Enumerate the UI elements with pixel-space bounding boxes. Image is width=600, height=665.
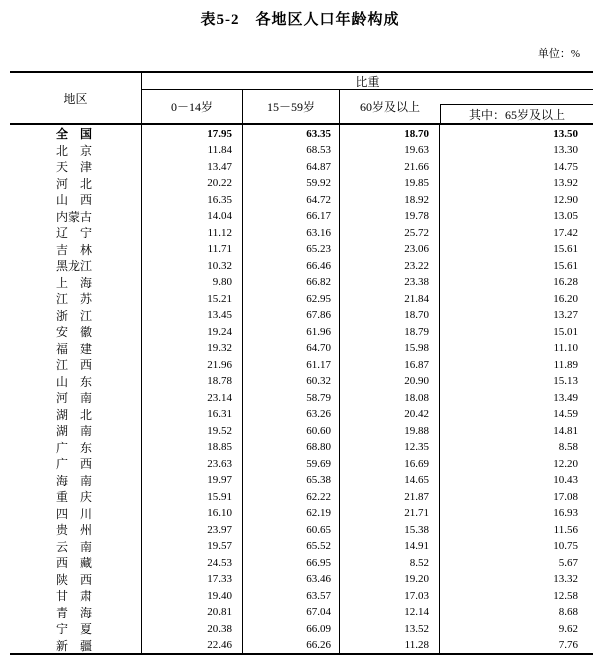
value-age-0-14: 20.22 (142, 175, 243, 192)
region-name: 黑龙江 (10, 257, 142, 274)
value-age-15-59: 67.04 (243, 604, 340, 621)
value-age-0-14: 11.12 (142, 224, 243, 241)
value-age-0-14: 19.97 (142, 472, 243, 489)
value-age-15-59: 61.17 (243, 356, 340, 373)
value-age-0-14: 14.04 (142, 208, 243, 225)
value-age-65-plus: 13.49 (553, 391, 578, 404)
value-age-0-14: 19.52 (142, 422, 243, 439)
region-name: 甘 肃 (10, 587, 142, 604)
value-age-15-59: 63.46 (243, 571, 340, 588)
table-row (10, 439, 593, 456)
value-age-0-14: 18.85 (142, 439, 243, 456)
region-name: 湖 南 (10, 422, 142, 439)
value-age-60-plus: 18.08 (340, 389, 440, 406)
value-age-15-59: 59.69 (243, 455, 340, 472)
value-age-15-59: 65.23 (243, 241, 340, 258)
value-age-60-plus: 18.70 (340, 307, 440, 324)
value-age-15-59: 60.32 (243, 373, 340, 390)
value-age-65-plus: 11.10 (553, 342, 578, 354)
table-header (10, 73, 593, 125)
value-age-15-59: 64.72 (243, 191, 340, 208)
value-age-60-plus: 21.87 (340, 488, 440, 505)
region-name: 河 北 (10, 175, 142, 192)
value-age-15-59: 65.52 (243, 538, 340, 555)
value-age-15-59: 63.16 (243, 224, 340, 241)
column-header-proportion: 比重 (142, 73, 593, 90)
value-age-65-plus: 13.27 (553, 309, 578, 321)
table-row (10, 422, 593, 439)
value-age-65-plus: 13.50 (553, 127, 578, 140)
value-age-65-plus: 9.62 (558, 622, 578, 635)
region-name: 广 西 (10, 455, 142, 472)
table-row (10, 224, 593, 241)
table-row (10, 142, 593, 159)
value-age-15-59: 64.70 (243, 340, 340, 357)
value-age-15-59: 66.46 (243, 257, 340, 274)
region-name: 山 西 (10, 191, 142, 208)
table-row (10, 125, 593, 142)
value-age-0-14: 20.81 (142, 604, 243, 621)
value-age-60-plus: 14.91 (340, 538, 440, 555)
region-name: 浙 江 (10, 307, 142, 324)
value-age-65-plus: 15.61 (553, 243, 578, 255)
table-row (10, 340, 593, 357)
value-age-15-59: 63.26 (243, 406, 340, 423)
value-age-15-59: 66.09 (243, 620, 340, 637)
table-row (10, 356, 593, 373)
value-age-15-59: 62.19 (243, 505, 340, 522)
value-age-60-plus: 23.06 (340, 241, 440, 258)
value-age-60-plus: 19.88 (340, 422, 440, 439)
value-age-15-59: 62.95 (243, 290, 340, 307)
value-age-0-14: 10.32 (142, 257, 243, 274)
value-age-0-14: 17.33 (142, 571, 243, 588)
value-age-15-59: 68.53 (243, 142, 340, 159)
table-row (10, 472, 593, 489)
region-name: 全 国 (10, 125, 142, 142)
region-name: 上 海 (10, 274, 142, 291)
value-age-65-plus: 12.90 (553, 193, 578, 206)
value-age-15-59: 60.60 (243, 422, 340, 439)
value-age-15-59: 60.65 (243, 521, 340, 538)
value-age-60-plus: 12.35 (340, 439, 440, 456)
value-age-65-plus: 17.42 (553, 226, 578, 239)
value-age-65-plus: 14.59 (553, 408, 578, 420)
value-age-60-plus: 13.52 (340, 620, 440, 637)
value-age-65-plus: 10.75 (553, 540, 578, 552)
value-age-65-plus: 16.20 (553, 292, 578, 305)
value-age-0-14: 13.45 (142, 307, 243, 324)
column-header-age-60-plus: 60岁及以上 (359, 100, 420, 114)
table-row (10, 637, 593, 654)
region-name: 陕 西 (10, 571, 142, 588)
value-age-65-plus: 8.58 (558, 441, 578, 453)
value-age-60-plus: 15.98 (340, 340, 440, 357)
region-name: 内蒙古 (10, 208, 142, 225)
value-age-65-plus: 13.32 (553, 573, 578, 585)
value-age-65-plus: 14.81 (553, 424, 578, 437)
table-row (10, 274, 593, 291)
value-age-0-14: 15.21 (142, 290, 243, 307)
column-header-age-65-plus: 其中：65岁及以上 (440, 104, 593, 123)
value-age-65-plus: 12.20 (553, 457, 578, 470)
value-age-0-14: 21.96 (142, 356, 243, 373)
value-age-0-14: 22.46 (142, 637, 243, 654)
value-age-60-plus: 11.28 (340, 637, 440, 654)
value-age-15-59: 65.38 (243, 472, 340, 489)
value-age-15-59: 66.95 (243, 554, 340, 571)
table-row (10, 406, 593, 423)
value-age-60-plus: 8.52 (340, 554, 440, 571)
region-name: 福 建 (10, 340, 142, 357)
value-age-15-59: 59.92 (243, 175, 340, 192)
region-name: 青 海 (10, 604, 142, 621)
value-age-60-plus: 21.71 (340, 505, 440, 522)
column-header-region: 地区 (10, 73, 142, 123)
value-age-60-plus: 18.79 (340, 323, 440, 340)
value-age-65-plus: 16.93 (553, 507, 578, 519)
value-age-60-plus: 20.90 (340, 373, 440, 390)
value-age-0-14: 16.31 (142, 406, 243, 423)
value-age-60-plus: 25.72 (340, 224, 440, 241)
table-row (10, 257, 593, 274)
table-row (10, 505, 593, 522)
table-row (10, 604, 593, 621)
column-header-age-0-14: 0－14岁 (142, 90, 243, 123)
region-name: 云 南 (10, 538, 142, 555)
value-age-60-plus: 14.65 (340, 472, 440, 489)
value-age-15-59: 63.57 (243, 587, 340, 604)
region-name: 海 南 (10, 472, 142, 489)
value-age-60-plus: 12.14 (340, 604, 440, 621)
value-age-0-14: 19.57 (142, 538, 243, 555)
value-age-65-plus: 13.05 (553, 210, 578, 222)
table-body (10, 125, 593, 653)
value-age-65-plus: 11.56 (553, 523, 578, 536)
region-name: 江 苏 (10, 290, 142, 307)
value-age-0-14: 9.80 (142, 274, 243, 291)
value-age-60-plus: 16.87 (340, 356, 440, 373)
table-row (10, 208, 593, 225)
table-row (10, 175, 593, 192)
value-age-60-plus: 15.38 (340, 521, 440, 538)
value-age-0-14: 23.63 (142, 455, 243, 472)
value-age-60-plus: 19.85 (340, 175, 440, 192)
table-row (10, 191, 593, 208)
population-age-table (10, 71, 593, 655)
value-age-0-14: 23.14 (142, 389, 243, 406)
value-age-65-plus: 8.68 (558, 606, 578, 618)
value-age-60-plus: 23.22 (340, 257, 440, 274)
value-age-15-59: 66.26 (243, 637, 340, 654)
region-name: 河 南 (10, 389, 142, 406)
value-age-0-14: 16.35 (142, 191, 243, 208)
value-age-60-plus: 16.69 (340, 455, 440, 472)
table-row (10, 538, 593, 555)
table-row (10, 241, 593, 258)
column-header-age-65-plus-wrap (440, 90, 593, 123)
value-age-0-14: 18.78 (142, 373, 243, 390)
region-name: 四 川 (10, 505, 142, 522)
table-row (10, 488, 593, 505)
table-row (10, 373, 593, 390)
value-age-60-plus: 17.03 (340, 587, 440, 604)
value-age-15-59: 64.87 (243, 158, 340, 175)
value-age-65-plus: 15.13 (553, 375, 578, 387)
value-age-65-plus: 5.67 (558, 556, 578, 569)
value-age-0-14: 17.95 (142, 125, 243, 142)
value-age-0-14: 15.91 (142, 488, 243, 505)
value-age-65-plus: 13.92 (553, 177, 578, 189)
value-age-0-14: 20.38 (142, 620, 243, 637)
value-age-0-14: 11.71 (142, 241, 243, 258)
value-age-60-plus: 20.42 (340, 406, 440, 423)
value-age-15-59: 63.35 (243, 125, 340, 142)
value-age-0-14: 13.47 (142, 158, 243, 175)
table-row (10, 307, 593, 324)
region-name: 湖 北 (10, 406, 142, 423)
value-age-65-plus: 16.28 (553, 276, 578, 288)
value-age-65-plus: 12.58 (553, 589, 578, 602)
value-age-0-14: 19.32 (142, 340, 243, 357)
table-row (10, 455, 593, 472)
value-age-15-59: 66.82 (243, 274, 340, 291)
region-name: 宁 夏 (10, 620, 142, 637)
region-name: 安 徽 (10, 323, 142, 340)
region-name: 广 东 (10, 439, 142, 456)
region-name: 新 疆 (10, 637, 142, 654)
page-title: 表5-2 各地区人口年龄构成 (200, 12, 400, 28)
value-age-0-14: 19.40 (142, 587, 243, 604)
value-age-0-14: 24.53 (142, 554, 243, 571)
table-row (10, 158, 593, 175)
region-name: 贵 州 (10, 521, 142, 538)
value-age-60-plus: 19.78 (340, 208, 440, 225)
value-age-60-plus: 23.38 (340, 274, 440, 291)
value-age-60-plus: 18.92 (340, 191, 440, 208)
region-name: 辽 宁 (10, 224, 142, 241)
table-row (10, 521, 593, 538)
value-age-65-plus: 17.08 (553, 490, 578, 503)
value-age-0-14: 19.24 (142, 323, 243, 340)
value-age-15-59: 67.86 (243, 307, 340, 324)
table-row (10, 620, 593, 637)
value-age-60-plus: 21.84 (340, 290, 440, 307)
region-name: 西 藏 (10, 554, 142, 571)
value-age-15-59: 62.22 (243, 488, 340, 505)
value-age-15-59: 58.79 (243, 389, 340, 406)
region-name: 江 西 (10, 356, 142, 373)
region-name: 吉 林 (10, 241, 142, 258)
unit-label: 单位：% (537, 48, 580, 60)
region-name: 天 津 (10, 158, 142, 175)
value-age-60-plus: 19.63 (340, 142, 440, 159)
table-row (10, 571, 593, 588)
column-header-age-15-59: 15－59岁 (243, 90, 340, 123)
value-age-15-59: 68.80 (243, 439, 340, 456)
table-row (10, 554, 593, 571)
value-age-65-plus: 13.30 (553, 144, 578, 156)
value-age-15-59: 61.96 (243, 323, 340, 340)
value-age-65-plus: 15.01 (553, 325, 578, 338)
region-name: 山 东 (10, 373, 142, 390)
region-name: 重 庆 (10, 488, 142, 505)
table-row (10, 323, 593, 340)
value-age-15-59: 66.17 (243, 208, 340, 225)
table-row (10, 290, 593, 307)
value-age-65-plus: 15.61 (553, 259, 578, 272)
table-row (10, 389, 593, 406)
value-age-60-plus: 21.66 (340, 158, 440, 175)
value-age-0-14: 11.84 (142, 142, 243, 159)
value-age-65-plus: 14.75 (553, 160, 578, 173)
value-age-60-plus: 19.20 (340, 571, 440, 588)
value-age-65-plus: 11.89 (553, 358, 578, 371)
value-age-0-14: 16.10 (142, 505, 243, 522)
value-age-0-14: 23.97 (142, 521, 243, 538)
value-age-65-plus: 10.43 (553, 474, 578, 486)
region-name: 北 京 (10, 142, 142, 159)
value-age-65-plus: 7.76 (558, 639, 578, 651)
table-row (10, 587, 593, 604)
value-age-60-plus: 18.70 (340, 125, 440, 142)
